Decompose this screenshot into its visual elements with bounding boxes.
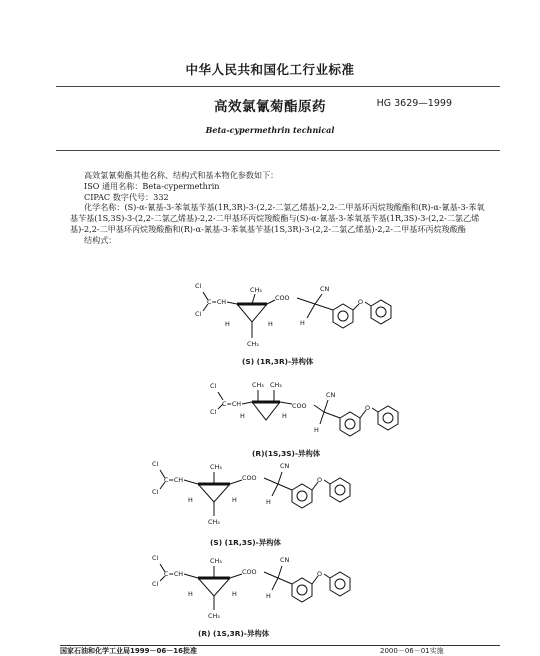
hydrogen-label: H [314,426,319,434]
ester-label: COO [242,568,257,576]
hydrogen-label: H [266,592,271,600]
chlorine-label: Cl [210,408,217,416]
chlorine-label: Cl [195,282,202,290]
hydrogen-label: H [225,320,230,328]
vinyl-label: C=CH [207,298,227,306]
ester-label: COO [292,402,307,410]
methyl-label: CH₃ [210,463,222,471]
structure-isomer-2 [200,378,420,444]
intro-text [70,170,490,246]
hydrogen-label: H [232,590,237,598]
hydrogen-label: H [188,496,193,504]
header-rule [56,86,500,87]
hydrogen-label: H [232,496,237,504]
english-title: Beta-cypermethrin technical [205,125,335,135]
vinyl-label: C=CH [222,400,242,408]
hydrogen-label: H [240,412,245,420]
standard-code: HG 3629—1999 [376,98,452,109]
hydrogen-label: H [300,319,305,327]
methyl-label: CH₃ [252,381,264,389]
title-rule [56,150,500,151]
chlorine-label: Cl [195,310,202,318]
structure-label: 结构式： [84,234,117,245]
document-title: 高效氯氰菊酯原药 [214,99,326,115]
cyano-label: CN [280,556,290,564]
hydrogen-label: H [282,412,287,420]
vinyl-label: C=CH [164,570,184,578]
chlorine-label: Cl [152,554,159,562]
approval-note: 国家石油和化学工业局1999－06－16批准 [60,647,197,655]
oxygen-label: O [317,476,323,484]
vinyl-label: C=CH [164,476,184,484]
hydrogen-label: H [188,590,193,598]
structure-isomer-4 [150,550,370,624]
standard-category: 中华人民共和国化工行业标准 [185,62,355,77]
methyl-label: CH₃ [250,286,262,294]
isomer-caption-4: (R) (1S,3R)-异构体 [198,629,270,638]
oxygen-label: O [365,404,371,412]
implementation-date: 2000－06－01实施 [380,647,444,655]
structure-isomer-1 [175,280,405,350]
cyano-label: CN [326,391,336,399]
cyano-label: CN [320,285,330,293]
oxygen-label: O [317,570,323,578]
cipac-code: CIPAC 数字代号：332 [84,191,169,202]
isomer-caption-3: (S) (1R,3S)-异构体 [210,538,281,547]
chlorine-label: Cl [152,460,159,468]
iso-name: ISO 通用名称：Beta-cypermethrin [84,180,220,191]
intro-line: 高效氯氰菊酯其他名称、结构式和基本物化参数如下： [84,170,279,180]
methyl-label: CH₃ [270,381,282,389]
ester-label: COO [242,474,257,482]
hydrogen-label: H [268,320,273,328]
hydrogen-label: H [266,498,271,506]
chlorine-label: Cl [152,580,159,588]
oxygen-label: O [358,298,364,306]
structure-isomer-3 [150,454,370,530]
methyl-label: CH₃ [208,612,220,620]
methyl-label: CH₃ [247,340,259,348]
cyano-label: CN [280,462,290,470]
methyl-label: CH₃ [208,518,220,526]
ester-label: COO [275,294,290,302]
chemical-name: 化学名称：(S)-α-氰基-3-苯氧基苄基(1R,3R)-3-(2,2-二氯乙烯基)-2,2-二甲基环丙烷羧酸酯和(R)-α-氰基-3-苯氧基苄基(1S,3S)-3-(2,2-二氯乙烯基)-2,2-二甲基环丙烷羧酸酯与(S)-α-氰基-3-苯氧基苄基(1R,3S)-3-(2,2-二氯乙烯基)-2,2-二甲基环丙烷羧酸酯和(R)-α-氰基-3-苯氧基苄基(1S,3R)-3-(2,2-二氯乙烯基)-2,2-二甲基环丙烷羧酸酯 [70,202,485,234]
methyl-label: CH₃ [210,557,222,565]
chlorine-label: Cl [210,382,217,390]
chlorine-label: Cl [152,488,159,496]
isomer-caption-2: (R)(1S,3S)-异构体 [252,449,321,458]
isomer-caption-1: (S) (1R,3R)-异构体 [242,357,314,366]
